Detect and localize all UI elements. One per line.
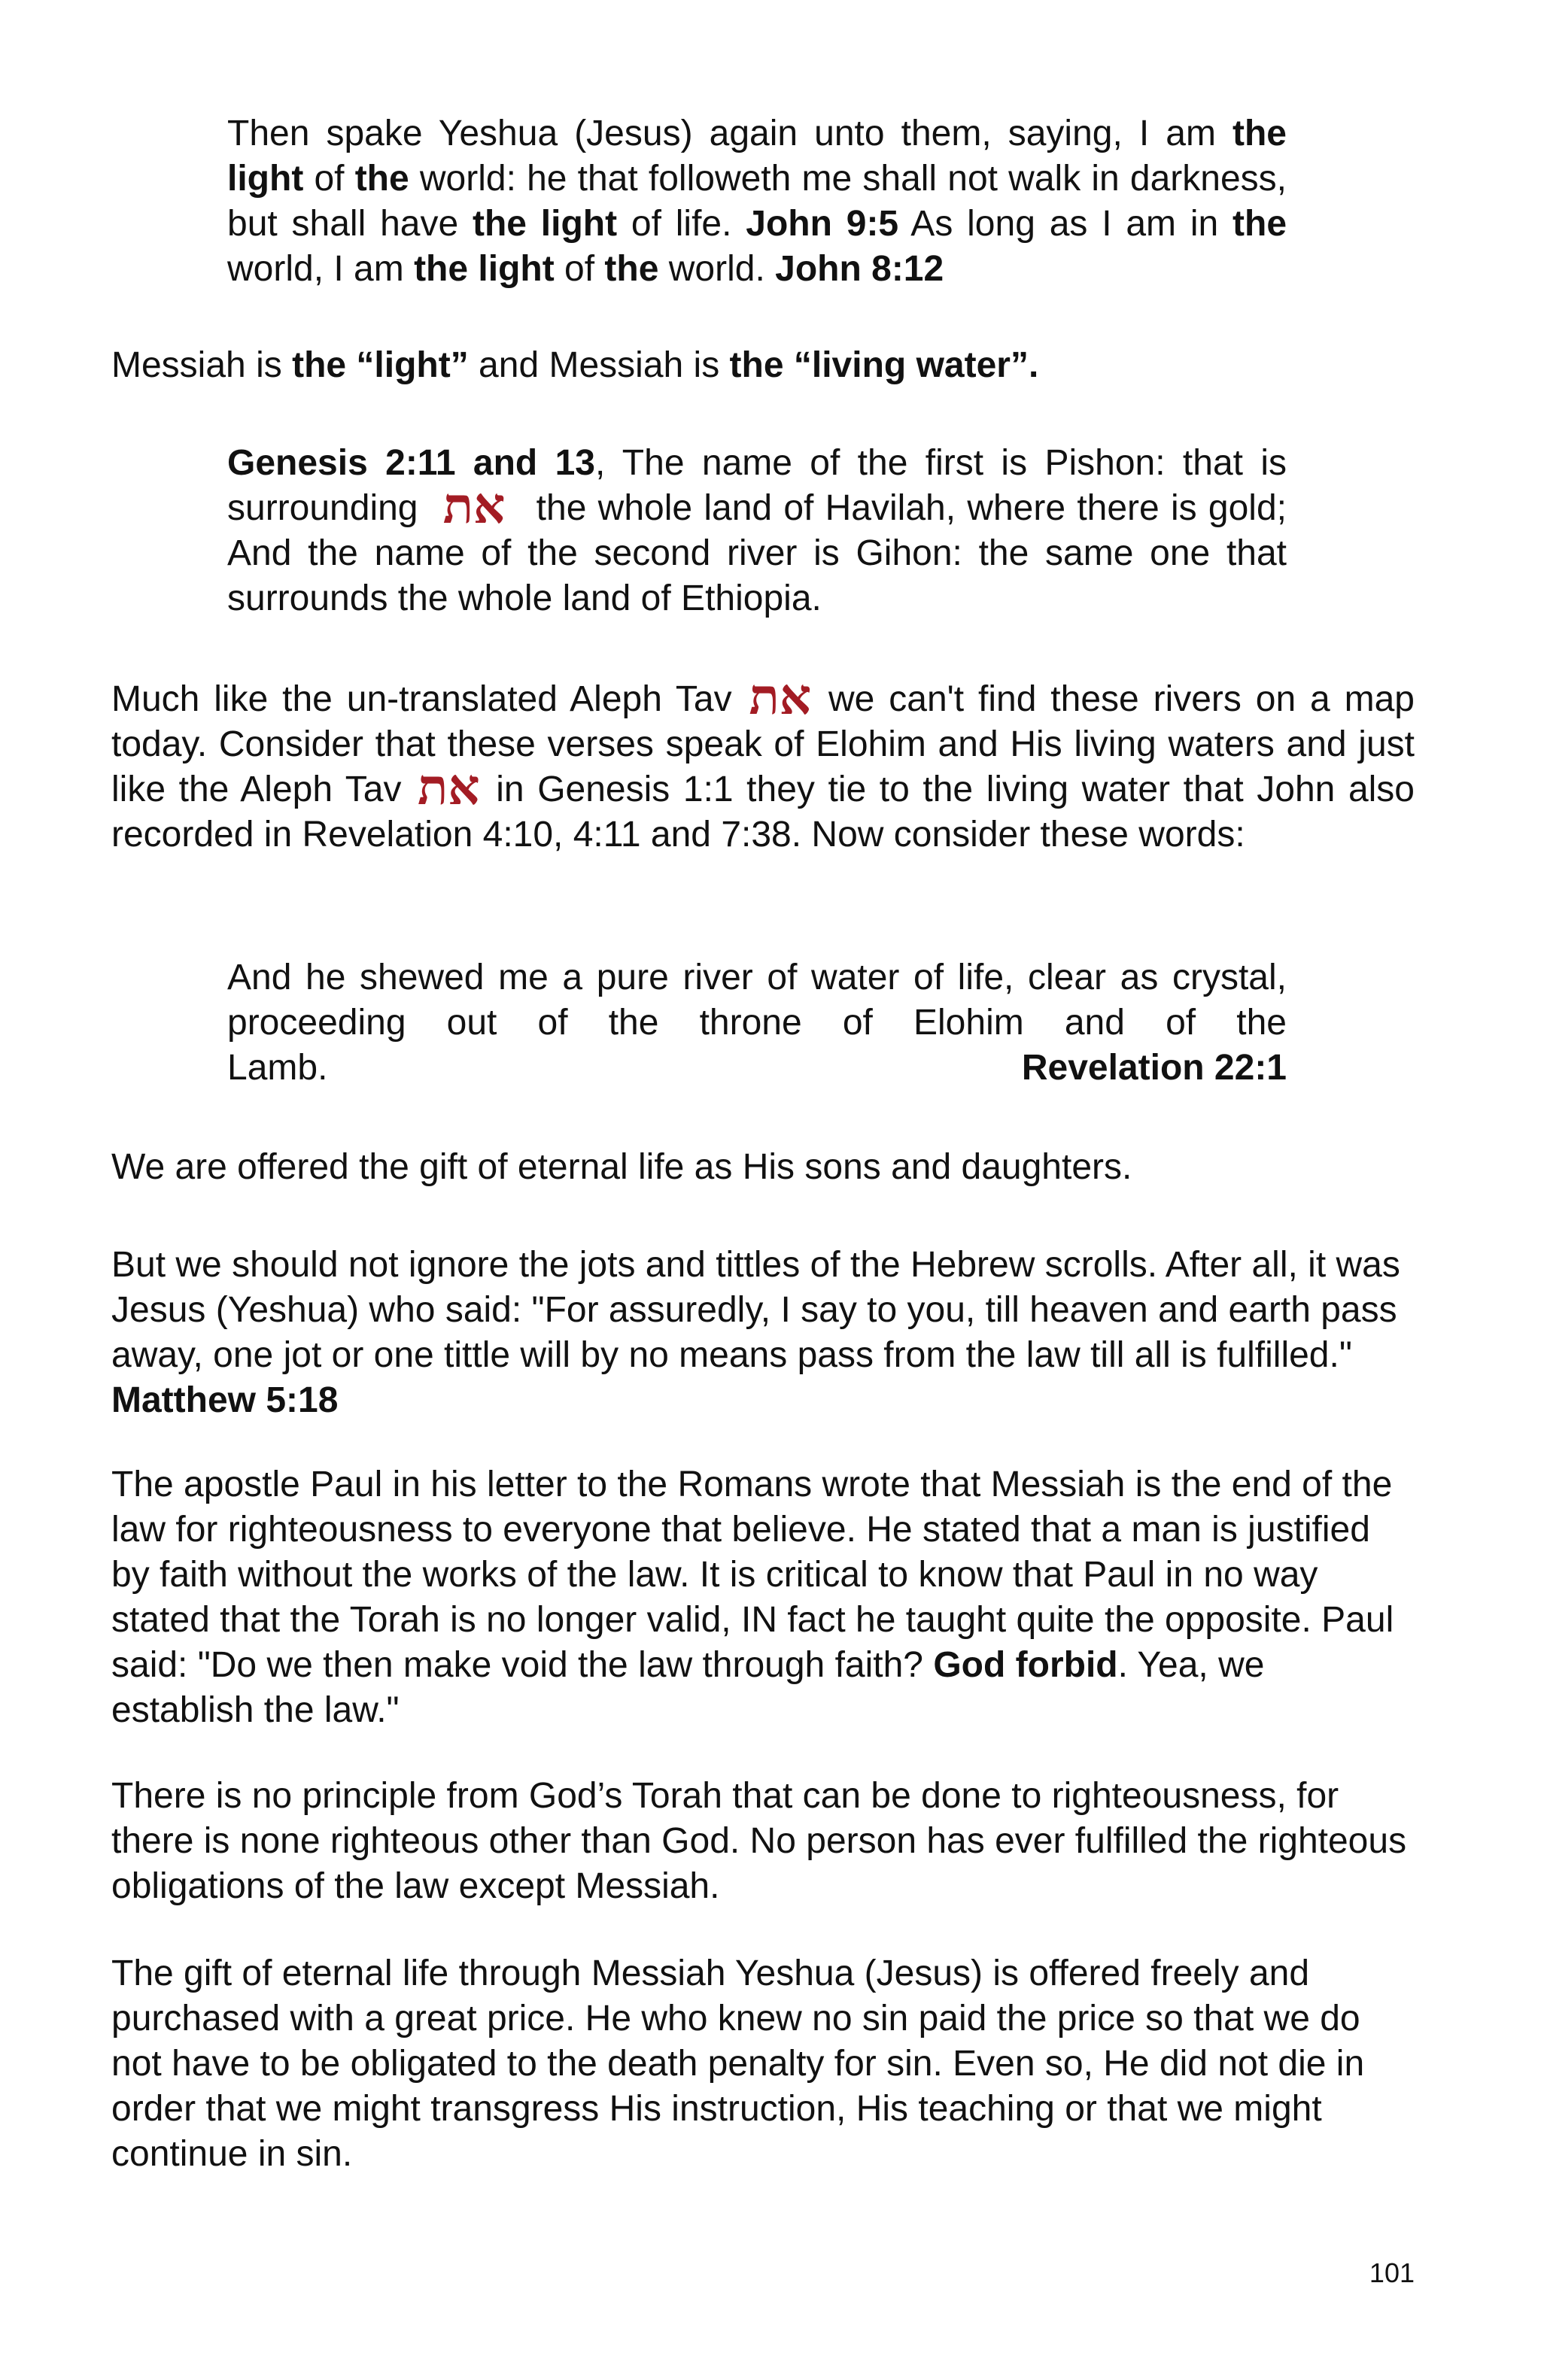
quote-text: world, I am xyxy=(227,249,415,289)
messiah-statement-paragraph xyxy=(111,343,1415,388)
torah-principle-paragraph xyxy=(111,1774,1415,1909)
quote-text: Then spake Yeshua (Jesus) again unto them, saying, I am xyxy=(227,114,1232,153)
aleph-tav-paragraph xyxy=(111,667,1415,858)
scripture-reference: Matthew 5:18 xyxy=(111,1380,339,1420)
bold-phrase: the xyxy=(1232,204,1287,244)
bold-phrase: the light xyxy=(472,204,618,244)
quote-text: of life. xyxy=(617,204,746,244)
quote-text: world. xyxy=(658,249,776,289)
bold-phrase: the “light” xyxy=(292,345,469,385)
body-text: Much like the un-translated Aleph Tav xyxy=(111,679,746,719)
gift-of-life-paragraph xyxy=(111,1951,1415,2177)
body-text: There is no principle from God’s Torah that can be done to righteousness, for there is none righteous other than God. No person has ever fulfilled the righteous obligations of the law except Messiah. xyxy=(111,1776,1407,1906)
quote-text: And he shewed me a pure river of water of life, clear as crystal, proceeding out of the throne of Elohim and of the xyxy=(227,958,1287,1043)
quote-text: of xyxy=(554,249,605,289)
john-quote-paragraph xyxy=(227,111,1287,292)
eternal-life-paragraph xyxy=(111,1145,1415,1190)
quote-text: world: he that followeth me shall not walk in darkness, but shall have xyxy=(227,159,1287,244)
quote-text: of xyxy=(303,159,355,199)
scripture-reference: John 8:12 xyxy=(775,249,944,289)
bold-phrase: the xyxy=(354,159,409,199)
quote-text: Lamb. xyxy=(227,1048,328,1088)
revelation-quote-paragraph xyxy=(227,955,1287,1091)
page-number: 101 xyxy=(1369,2257,1415,2288)
bold-phrase: the “living water”. xyxy=(729,345,1039,385)
quote-last-line xyxy=(227,1046,1287,1091)
aleph-tav-glyph: את xyxy=(418,757,480,816)
bold-phrase: God forbid xyxy=(933,1645,1118,1685)
body-text: . Yea, we establish the law." xyxy=(111,1645,1265,1730)
quote-text: , The name of the first is Pishon: that is surrounding xyxy=(227,443,1287,528)
apostle-paul-paragraph xyxy=(111,1462,1415,1733)
body-text: Messiah is xyxy=(111,345,293,385)
body-text: in Genesis 1:1 they tie to the living water that John also recorded in Revelation 4:10, 4:11 and 7:38. Now consider these words: xyxy=(111,770,1415,855)
aleph-tav-glyph: את xyxy=(442,476,506,535)
bold-phrase: the xyxy=(604,249,659,289)
jots-and-tittles-paragraph xyxy=(111,1243,1415,1423)
genesis-quote-paragraph xyxy=(227,441,1287,621)
body-text: The gift of eternal life through Messiah Yeshua (Jesus) is offered freely and purchased with a great price. He who knew no sin paid the price so that we do not have to be obligated to the death penalty for sin. Even so, He did not die in order that we might transgress His instruction, His teaching or that we might continue in sin. xyxy=(111,1953,1365,2174)
quote-text: As long as I am in xyxy=(898,204,1233,244)
body-text: and Messiah is xyxy=(468,345,730,385)
body-text: The apostle Paul in his letter to the Romans wrote that Messiah is the end of the law for righteousness to everyone that believe. He stated that a man is justified by faith without the works of the law. It is critical to know that Paul in no way stated that the Torah is no longer valid, IN fact he taught quite the opposite. Paul said: "Do we then make void the law through faith? xyxy=(111,1465,1394,1685)
bold-phrase: the light xyxy=(414,249,555,289)
scripture-reference: Genesis 2:11 and 13 xyxy=(227,443,595,483)
scripture-reference: Revelation 22:1 xyxy=(1021,1048,1287,1088)
body-text: But we should not ignore the jots and tittles of the Hebrew scrolls. After all, it was Jesus (Yeshua) who said: "For assuredly, I say to you, till heaven and earth pass away, one jot or one tittle will by no means pass from the law till all is fulfilled." xyxy=(111,1245,1400,1375)
aleph-tav-glyph: את xyxy=(749,667,812,726)
bold-phrase: the light xyxy=(227,114,1287,199)
quote-text: the whole land of Havilah, where there is gold; And the name of the second river is Gihon: the same one that surrounds the whole land of Ethiopia. xyxy=(227,488,1287,618)
body-text: we can't find these rivers on a map today. Consider that these verses speak of Elohim and His living waters and just like the Aleph Tav xyxy=(111,679,1415,809)
scripture-reference: John 9:5 xyxy=(746,204,899,244)
body-text: We are offered the gift of eternal life as His sons and daughters. xyxy=(111,1147,1132,1187)
